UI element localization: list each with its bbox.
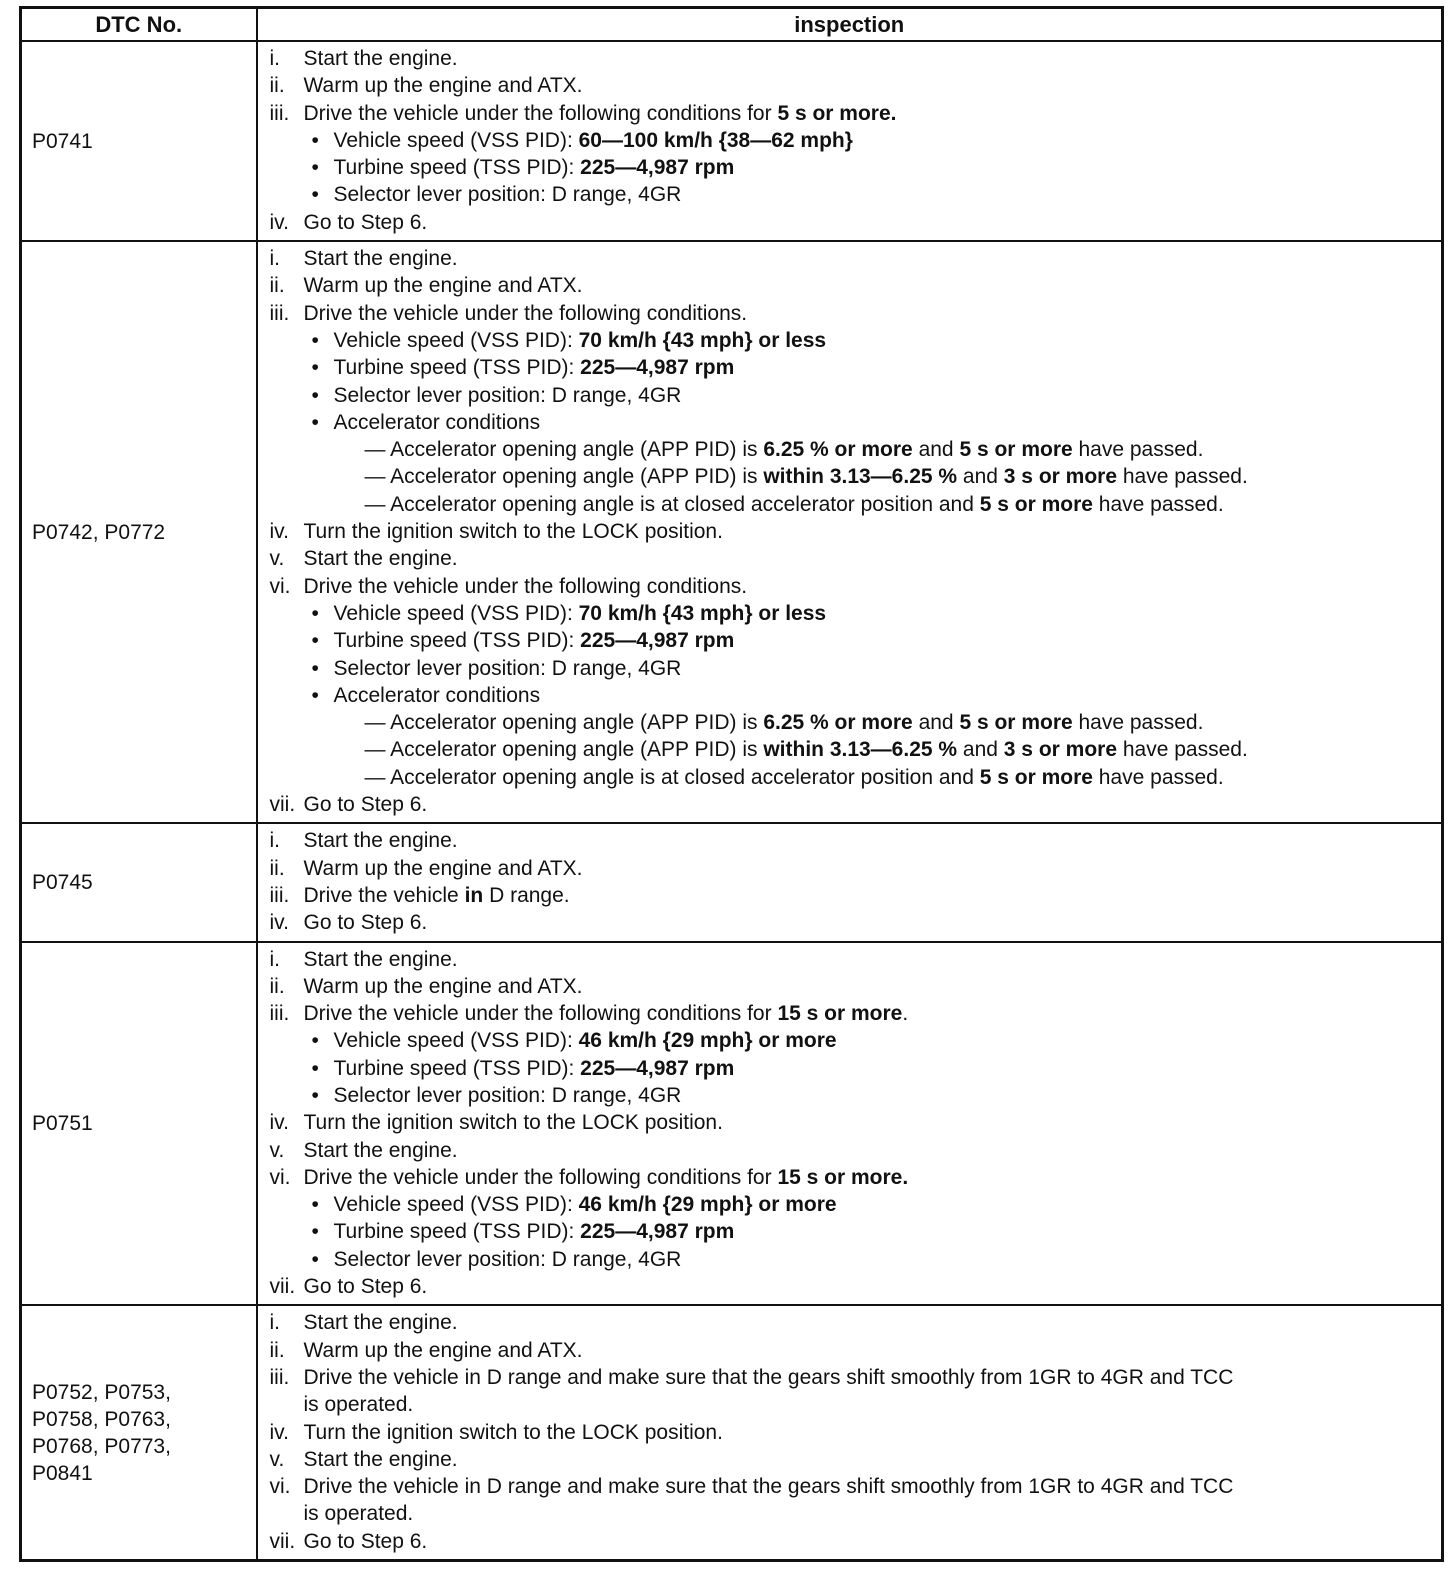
step-number: iii.: [269, 301, 290, 325]
inspection-step-line: [270, 409, 1438, 436]
step-text: Go to Step 6.: [303, 1529, 428, 1553]
emphasized-value: 6.25 % or more: [763, 711, 913, 735]
emphasized-value: 5 s or more: [959, 438, 1073, 462]
inspection-step-line: [270, 154, 1438, 181]
emphasized-value: 46 km/h {29 mph} or more: [578, 1029, 837, 1053]
step-number: v.: [269, 547, 285, 571]
bullet-marker: •: [311, 183, 319, 207]
dtc-code-cell: P0742, P0772: [21, 241, 257, 823]
inspection-step-line: [270, 72, 1438, 99]
bullet-marker: •: [311, 1029, 319, 1053]
step-number: iii.: [269, 1002, 290, 1026]
inspection-step-line: [270, 300, 1438, 327]
bullet-marker: •: [311, 683, 319, 707]
step-text: Go to Step 6.: [303, 210, 428, 234]
inspection-step-line: [270, 1000, 1438, 1027]
step-text: Start the engine.: [303, 1447, 458, 1471]
step-text: Selector lever position: D range, 4GR: [333, 383, 682, 407]
step-text: and: [912, 711, 960, 735]
step-number: iv.: [269, 1111, 289, 1135]
step-text: Start the engine.: [303, 547, 458, 571]
step-text: Selector lever position: D range, 4GR: [333, 1083, 682, 1107]
inspection-step-line: [270, 45, 1438, 72]
step-number: iii.: [269, 101, 290, 125]
step-number: ii.: [269, 856, 285, 880]
step-number: vi.: [269, 574, 291, 598]
step-text: Warm up the engine and ATX.: [303, 74, 583, 98]
inspection-step-line: [270, 436, 1438, 463]
step-text: Turbine speed (TSS PID):: [333, 356, 581, 380]
step-text: Drive the vehicle in D range and make sure that the gears shift smoothly from 1GR to 4GR and TCC: [303, 1365, 1234, 1389]
emphasized-value: 5 s or more: [959, 711, 1073, 735]
inspection-step-line: [270, 736, 1438, 763]
emphasized-value: 15 s or more.: [777, 1165, 909, 1189]
emphasized-value: 15 s or more: [777, 1002, 903, 1026]
inspection-step-line: [270, 518, 1438, 545]
step-text: Vehicle speed (VSS PID):: [333, 128, 579, 152]
step-text: Vehicle speed (VSS PID):: [333, 601, 579, 625]
inspection-step-line: [270, 545, 1438, 572]
step-text: Turn the ignition switch to the LOCK position.: [303, 520, 723, 544]
emphasized-value: 5 s or more.: [777, 101, 897, 125]
dtc-code-cell: P0741: [21, 41, 257, 241]
step-text: Start the engine.: [303, 47, 458, 70]
inspection-steps-cell: [257, 942, 1443, 1306]
step-text: Turn the ignition switch to the LOCK position.: [303, 1420, 723, 1444]
inspection-step-line: [270, 1246, 1438, 1273]
bullet-marker: •: [311, 1193, 319, 1217]
step-text: and: [912, 438, 960, 462]
step-text: .: [902, 1002, 909, 1026]
dtc-code-cell: P0745: [21, 823, 257, 941]
step-text: Selector lever position: D range, 4GR: [333, 1247, 682, 1271]
step-text: and: [957, 465, 1004, 489]
step-text: Drive the vehicle: [303, 883, 465, 907]
step-number: iii.: [269, 883, 290, 907]
step-text: Vehicle speed (VSS PID):: [333, 328, 579, 352]
step-text: Vehicle speed (VSS PID):: [333, 1029, 579, 1053]
inspection-step-line: [270, 1391, 1438, 1418]
inspection-step-line: [270, 1500, 1438, 1527]
bullet-marker: •: [311, 410, 319, 434]
step-text: Start the engine.: [303, 247, 458, 271]
step-text: Warm up the engine and ATX.: [303, 274, 583, 298]
inspection-step-line: [270, 1055, 1438, 1082]
bullet-marker: •: [311, 1247, 319, 1271]
step-number: ii.: [269, 274, 285, 298]
inspection-step-line: [270, 354, 1438, 381]
step-text: Turbine speed (TSS PID):: [333, 1220, 581, 1244]
step-text: have passed.: [1072, 711, 1204, 735]
inspection-step-line: [270, 1446, 1438, 1473]
inspection-step-line: [270, 1419, 1438, 1446]
step-number: ii.: [269, 974, 285, 998]
emphasized-value: 3 s or more: [1003, 738, 1118, 762]
emphasized-value: 70 km/h {43 mph} or less: [578, 601, 827, 625]
emphasized-value: in: [464, 883, 484, 907]
emphasized-value: 46 km/h {29 mph} or more: [578, 1193, 837, 1217]
step-number: i.: [269, 947, 280, 971]
step-number: iii.: [269, 1365, 290, 1389]
emphasized-value: 225—4,987 rpm: [580, 156, 735, 180]
inspection-step-line: [270, 463, 1438, 490]
emphasized-value: 5 s or more: [979, 765, 1093, 789]
inspection-step-line: [270, 764, 1438, 791]
emphasized-value: 225—4,987 rpm: [580, 629, 735, 653]
step-text: Start the engine.: [303, 1311, 458, 1335]
step-number: iv.: [269, 911, 289, 935]
step-text: and: [957, 738, 1004, 762]
step-text: Drive the vehicle under the following conditions.: [303, 574, 748, 598]
step-number: vi.: [269, 1165, 291, 1189]
step-text: Turbine speed (TSS PID):: [333, 1056, 581, 1080]
step-text: — Accelerator opening angle is at closed accelerator position and: [364, 765, 980, 789]
step-text: have passed.: [1117, 738, 1248, 762]
table-header-row: [21, 8, 1443, 42]
emphasized-value: 5 s or more: [979, 492, 1093, 516]
step-text: Drive the vehicle under the following conditions for: [303, 1165, 778, 1189]
step-text: — Accelerator opening angle (APP PID) is: [364, 738, 764, 762]
step-text: Drive the vehicle in D range and make sure that the gears shift smoothly from 1GR to 4GR and TCC: [303, 1475, 1234, 1499]
step-text: Start the engine.: [303, 829, 458, 853]
inspection-step-line: [270, 1082, 1438, 1109]
bullet-marker: •: [311, 383, 319, 407]
emphasized-value: 225—4,987 rpm: [580, 1220, 735, 1244]
dtc-inspection-table: [19, 6, 1444, 1562]
inspection-step-line: [270, 1337, 1438, 1364]
inspection-step-line: [270, 973, 1438, 1000]
step-text: Go to Step 6.: [303, 911, 428, 935]
step-text: Drive the vehicle under the following conditions for: [303, 1002, 778, 1026]
step-number: i.: [269, 47, 280, 70]
emphasized-value: 3 s or more: [1003, 465, 1118, 489]
step-text: Turbine speed (TSS PID):: [333, 629, 581, 653]
step-text: Go to Step 6.: [303, 793, 428, 817]
step-number: iv.: [269, 520, 289, 544]
step-number: iv.: [269, 1420, 289, 1444]
inspection-step-line: [270, 1364, 1438, 1391]
step-number: iv.: [269, 210, 289, 234]
bullet-marker: •: [311, 629, 319, 653]
inspection-step-line: [270, 827, 1438, 854]
dtc-code-cell: P0751: [21, 942, 257, 1306]
step-text: — Accelerator opening angle (APP PID) is: [364, 711, 764, 735]
inspection-step-line: [270, 1218, 1438, 1245]
step-number: i.: [269, 829, 280, 853]
inspection-step-line: [270, 491, 1438, 518]
step-number: vii.: [269, 1275, 296, 1299]
step-text: Drive the vehicle under the following conditions for: [303, 101, 778, 125]
inspection-step-line: [270, 709, 1438, 736]
table-row: [21, 241, 1443, 823]
inspection-step-line: [270, 1137, 1438, 1164]
inspection-step-line: [270, 882, 1438, 909]
step-text: Warm up the engine and ATX.: [303, 974, 583, 998]
inspection-step-line: [270, 127, 1438, 154]
step-number: v.: [269, 1138, 285, 1162]
step-text: Accelerator conditions: [333, 683, 541, 707]
table-body: [21, 41, 1443, 1561]
inspection-step-line: [270, 272, 1438, 299]
header-dtc-no: DTC No.: [21, 8, 257, 42]
emphasized-value: 60—100 km/h {38—62 mph}: [578, 128, 853, 152]
bullet-marker: •: [311, 128, 319, 152]
step-text: Start the engine.: [303, 947, 458, 971]
inspection-step-line: [270, 909, 1438, 936]
step-text: — Accelerator opening angle (APP PID) is: [364, 438, 764, 462]
step-number: v.: [269, 1447, 285, 1471]
step-text: Turbine speed (TSS PID):: [333, 156, 581, 180]
step-text: — Accelerator opening angle (APP PID) is: [364, 465, 764, 489]
table-row: [21, 942, 1443, 1306]
bullet-marker: •: [311, 156, 319, 180]
step-text: — Accelerator opening angle is at closed accelerator position and: [364, 492, 980, 516]
inspection-step-line: [270, 1273, 1438, 1300]
emphasized-value: 6.25 % or more: [763, 438, 913, 462]
emphasized-value: 225—4,987 rpm: [580, 356, 735, 380]
step-text: D range.: [483, 883, 570, 907]
step-text: Accelerator conditions: [333, 410, 541, 434]
inspection-steps-cell: [257, 41, 1443, 241]
bullet-marker: •: [311, 656, 319, 680]
inspection-step-line: [270, 573, 1438, 600]
step-number: ii.: [269, 74, 285, 98]
step-text: Warm up the engine and ATX.: [303, 1338, 583, 1362]
emphasized-value: within 3.13—6.25 %: [763, 738, 958, 762]
inspection-step-line: [270, 1191, 1438, 1218]
step-text: is operated.: [303, 1502, 414, 1526]
inspection-step-line: [270, 181, 1438, 208]
inspection-step-line: [270, 600, 1438, 627]
step-text: have passed.: [1092, 765, 1224, 789]
header-inspection: inspection: [257, 8, 1443, 42]
step-text: Go to Step 6.: [303, 1275, 428, 1299]
step-text: Turn the ignition switch to the LOCK position.: [303, 1111, 723, 1135]
inspection-step-line: [270, 1473, 1438, 1500]
inspection-step-line: [270, 1109, 1438, 1136]
step-text: Selector lever position: D range, 4GR: [333, 183, 682, 207]
step-text: Start the engine.: [303, 1138, 458, 1162]
step-text: Selector lever position: D range, 4GR: [333, 656, 682, 680]
inspection-step-line: [270, 946, 1438, 973]
inspection-step-line: [270, 1528, 1438, 1555]
inspection-step-line: [270, 682, 1438, 709]
step-text: have passed.: [1092, 492, 1224, 516]
emphasized-value: 225—4,987 rpm: [580, 1056, 735, 1080]
emphasized-value: within 3.13—6.25 %: [763, 465, 958, 489]
bullet-marker: •: [311, 601, 319, 625]
inspection-step-line: [270, 327, 1438, 354]
step-text: Vehicle speed (VSS PID):: [333, 1193, 579, 1217]
inspection-step-line: [270, 1309, 1438, 1336]
inspection-step-line: [270, 1027, 1438, 1054]
inspection-step-line: [270, 791, 1438, 818]
step-text: is operated.: [303, 1393, 414, 1417]
inspection-step-line: [270, 627, 1438, 654]
step-text: Warm up the engine and ATX.: [303, 856, 583, 880]
inspection-steps-cell: [257, 823, 1443, 941]
bullet-marker: •: [311, 1056, 319, 1080]
step-number: ii.: [269, 1338, 285, 1362]
inspection-step-line: [270, 100, 1438, 127]
emphasized-value: 70 km/h {43 mph} or less: [578, 328, 827, 352]
step-number: vii.: [269, 793, 296, 817]
bullet-marker: •: [311, 1220, 319, 1244]
inspection-step-line: [270, 245, 1438, 272]
inspection-steps-cell: [257, 1305, 1443, 1560]
dtc-code-cell: P0752, P0753, P0758, P0763, P0768, P0773, P0841: [21, 1305, 257, 1560]
table-row: [21, 1305, 1443, 1560]
inspection-step-line: [270, 855, 1438, 882]
step-number: i.: [269, 247, 280, 271]
inspection-step-line: [270, 655, 1438, 682]
bullet-marker: •: [311, 356, 319, 380]
step-number: i.: [269, 1311, 280, 1335]
table-row: [21, 41, 1443, 241]
step-number: vii.: [269, 1529, 296, 1553]
step-text: have passed.: [1072, 438, 1204, 462]
step-number: vi.: [269, 1475, 291, 1499]
inspection-step-line: [270, 209, 1438, 236]
table-row: [21, 823, 1443, 941]
step-text: Drive the vehicle under the following conditions.: [303, 301, 748, 325]
bullet-marker: •: [311, 1083, 319, 1107]
step-text: have passed.: [1117, 465, 1248, 489]
inspection-steps-cell: [257, 241, 1443, 823]
inspection-step-line: [270, 1164, 1438, 1191]
inspection-step-line: [270, 382, 1438, 409]
bullet-marker: •: [311, 328, 319, 352]
